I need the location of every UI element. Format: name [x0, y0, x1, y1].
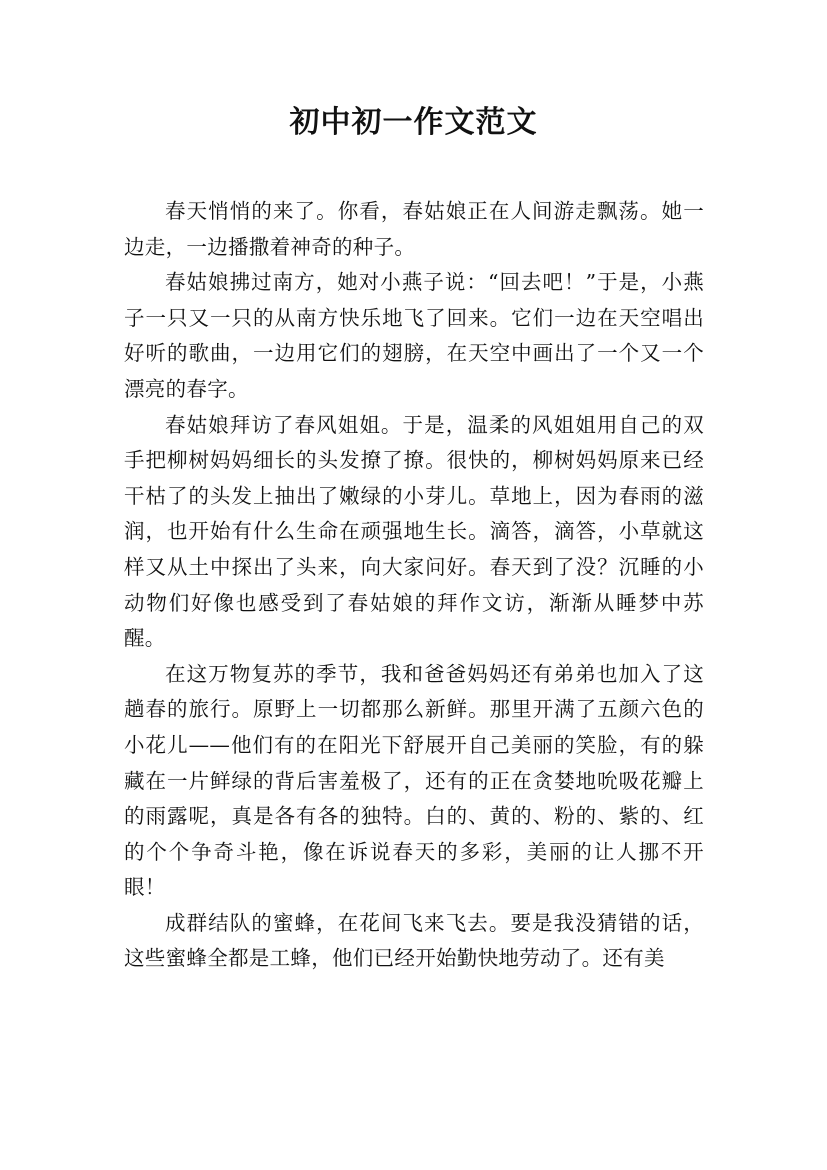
paragraph-5: 成群结队的蜜蜂，在花间飞来飞去。要是我没猜错的话，这些蜜蜂全都是工蜂，他们已经开始勤快地劳动了。还有美: [124, 910, 704, 971]
paragraph-3: 春姑娘拜访了春风姐姐。于是，温柔的风姐姐用自己的双手把柳树妈妈细长的头发撩了撩。很快的，柳树妈妈原来已经干枯了的头发上抽出了嫩绿的小芽儿。草地上，因为春雨的滋润，也开始有什么生命在顽强地生长。滴答，滴答，小草就这样又从土中探出了头来，向大家问好。春天到了没？沉睡的小动物们好像也感受到了春姑娘的拜作文访，渐渐从睡梦中苏醒。: [124, 412, 704, 651]
paragraph-2: 春姑娘拂过南方，她对小燕子说：“回去吧！”于是，小燕子一只又一只的从南方快乐地飞了回来。它们一边在天空唱出好听的歌曲，一边用它们的翅膀，在天空中画出了一个又一个漂亮的春字。: [124, 270, 704, 401]
document-title: 初中初一作文范文: [289, 105, 538, 140]
document-body: [124, 194, 704, 977]
paragraph-1: 春天悄悄的来了。你看，春姑娘正在人间游走飘荡。她一边走，一边播撒着神奇的种子。: [124, 199, 704, 259]
paragraph-4: 在这万物复苏的季节，我和爸爸妈妈还有弟弟也加入了这趟春的旅行。原野上一切都那么新鲜。那里开满了五颜六色的小花儿——他们有的在阳光下舒展开自己美丽的笑脸，有的躲藏在一片鲜绿的背后害羞极了，还有的正在贪婪地吮吸花瓣上的雨露呢，真是各有各的独特。白的、黄的、粉的、紫的、红的个个争奇斗艳，像在诉说春天的多彩，美丽的让人挪不开眼！: [124, 661, 704, 900]
